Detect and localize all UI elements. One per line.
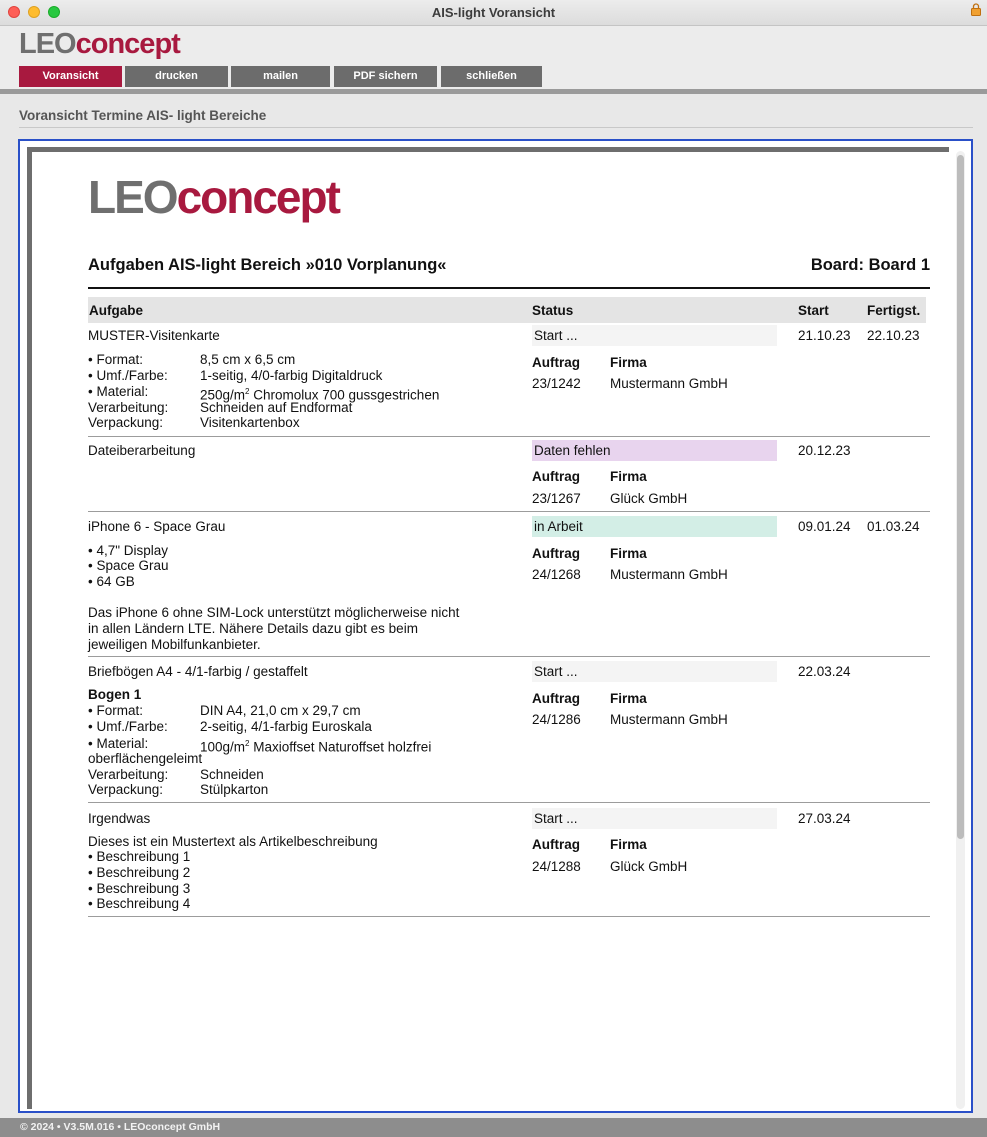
- status-badge: in Arbeit: [532, 516, 777, 537]
- company-name: Mustermann GmbH: [610, 567, 728, 582]
- task-name: iPhone 6 - Space Grau: [88, 519, 226, 534]
- document-title: Aufgaben AIS-light Bereich »010 Vorplanung«: [88, 256, 447, 274]
- row-divider: [88, 656, 930, 657]
- header-start: Start: [798, 303, 829, 318]
- done-date: 01.03.24: [867, 519, 920, 534]
- start-date: 09.01.24: [798, 519, 851, 534]
- order-number: 24/1268: [532, 567, 581, 582]
- status-badge: Start ...: [532, 325, 777, 346]
- order-label: Auftrag: [532, 355, 580, 370]
- app-header: [0, 26, 987, 90]
- company-name: Glück GmbH: [610, 859, 688, 874]
- status-badge: Daten fehlen: [532, 440, 777, 461]
- tab-voransicht[interactable]: Voransicht: [19, 66, 122, 87]
- company-label: Firma: [610, 469, 647, 484]
- preview-frame[interactable]: [18, 139, 973, 1113]
- task-name: MUSTER-Visitenkarte: [88, 328, 220, 343]
- header-divider: [0, 89, 987, 94]
- footer-copyright: © 2024 • V3.5M.016 • LEOconcept GmbH: [0, 1118, 987, 1137]
- window-title: AIS-light Voransicht: [431, 5, 556, 20]
- preview-page: LEOconcept Aufgaben AIS-light Bereich »010 Vorplanung« Board: Board 1 Aufgabe Status Start Fertigst. MUSTER-Visitenkarte Start ... 21.10.23 22.10.23 • Format: 8,5 cm x 6,5 cm • Umf./Farbe: 1-seitig, 4/0-farbig Digitaldruck • Material: $250g/m^2$ Chromolux 700 gussgestrichen Verarbeitung: Schneiden auf Endformat Verpackung: Visitenkartenbox Auftrag Firma 23/1242 Mustermann GmbH Dateiberarbeitung Daten fehlen 20.12.23 Auftrag Firma 23/1267 Glück GmbH iPhone 6 - Space Grau in Arbeit 09.01.24 01.03.24 • 4,7" Display • Space Grau • 64 GB Das iPhone 6 ohne SIM-Lock unterstützt möglicherweise nicht in allen Ländern LTE. Nähere Details dazu gibt es beim jeweiligen Mobilfunkanbieter. Auftrag Firma 24/1268 Mustermann GmbH Briefbögen A4 - 4/1-farbig / gestaffelt Start ... 22.03.24 Bogen 1 • Format: DIN A4, 21,0 cm x 29,7 cm • Umf./Farbe: 2-seitig, 4/1-farbig Euroskala • Material: $100g/m^2$ Maxioffset Naturoffset holzfrei oberflächengeleimt Verarbeitung: Schneiden Verpackung: Stülpkarton Auftrag Firma 24/1286 Mustermann GmbH Irgendwas Start ... 27.03.24 Dieses ist ein Mustertext als Artikelbeschreibung • Beschreibung 1 • Beschreibung 2 • Beschreibung 3 • Beschreibung 4 Auftrag Firma 24/1288 Glück GmbH: [32, 152, 949, 1109]
- done-date: 22.10.23: [867, 328, 920, 343]
- company-name: Mustermann GmbH: [610, 376, 728, 391]
- company-name: Glück GmbH: [610, 491, 688, 506]
- title-divider: [88, 287, 930, 289]
- company-label: Firma: [610, 355, 647, 370]
- section-divider: [19, 127, 973, 128]
- order-label: Auftrag: [532, 837, 580, 852]
- order-number: 24/1288: [532, 859, 581, 874]
- board-label: Board: Board 1: [810, 256, 930, 274]
- row-divider: [88, 436, 930, 437]
- task-name: Irgendwas: [88, 811, 151, 826]
- document-logo: LEOconcept: [88, 171, 339, 223]
- row-divider: [88, 916, 930, 917]
- start-date: 22.03.24: [798, 664, 851, 679]
- header-done: Fertigst.: [867, 303, 921, 318]
- status-badge: Start ...: [532, 661, 777, 682]
- order-label: Auftrag: [532, 691, 580, 706]
- page-title: Voransicht Termine AIS- light Bereiche: [19, 108, 267, 123]
- order-number: 24/1286: [532, 712, 581, 727]
- lock-icon: [971, 3, 981, 16]
- vertical-scrollbar[interactable]: [956, 151, 965, 1109]
- company-label: Firma: [610, 691, 647, 706]
- sheet-subtitle: Bogen 1: [88, 687, 142, 702]
- start-date: 21.10.23: [798, 328, 851, 343]
- company-label: Firma: [610, 837, 647, 852]
- print-button[interactable]: drucken: [125, 66, 228, 87]
- save-pdf-button[interactable]: PDF sichern: [334, 66, 437, 87]
- order-number: 23/1242: [532, 376, 581, 391]
- start-date: 27.03.24: [798, 811, 851, 826]
- mail-button[interactable]: mailen: [231, 66, 330, 87]
- title-bar: [0, 0, 987, 26]
- task-name: Dateiberarbeitung: [88, 443, 196, 458]
- leoconcept-logo: LEOconcept: [19, 28, 180, 60]
- scrollbar-thumb[interactable]: [957, 155, 964, 839]
- order-label: Auftrag: [532, 546, 580, 561]
- row-divider: [88, 511, 930, 512]
- header-task: Aufgabe: [89, 303, 143, 318]
- close-button[interactable]: schließen: [441, 66, 542, 87]
- header-status: Status: [532, 303, 574, 318]
- order-number: 23/1267: [532, 491, 581, 506]
- task-name: Briefbögen A4 - 4/1-farbig / gestaffelt: [88, 664, 308, 679]
- company-name: Mustermann GmbH: [610, 712, 728, 727]
- start-date: 20.12.23: [798, 443, 851, 458]
- table-header: [88, 297, 926, 323]
- row-divider: [88, 802, 930, 803]
- status-badge: Start ...: [532, 808, 777, 829]
- company-label: Firma: [610, 546, 647, 561]
- order-label: Auftrag: [532, 469, 580, 484]
